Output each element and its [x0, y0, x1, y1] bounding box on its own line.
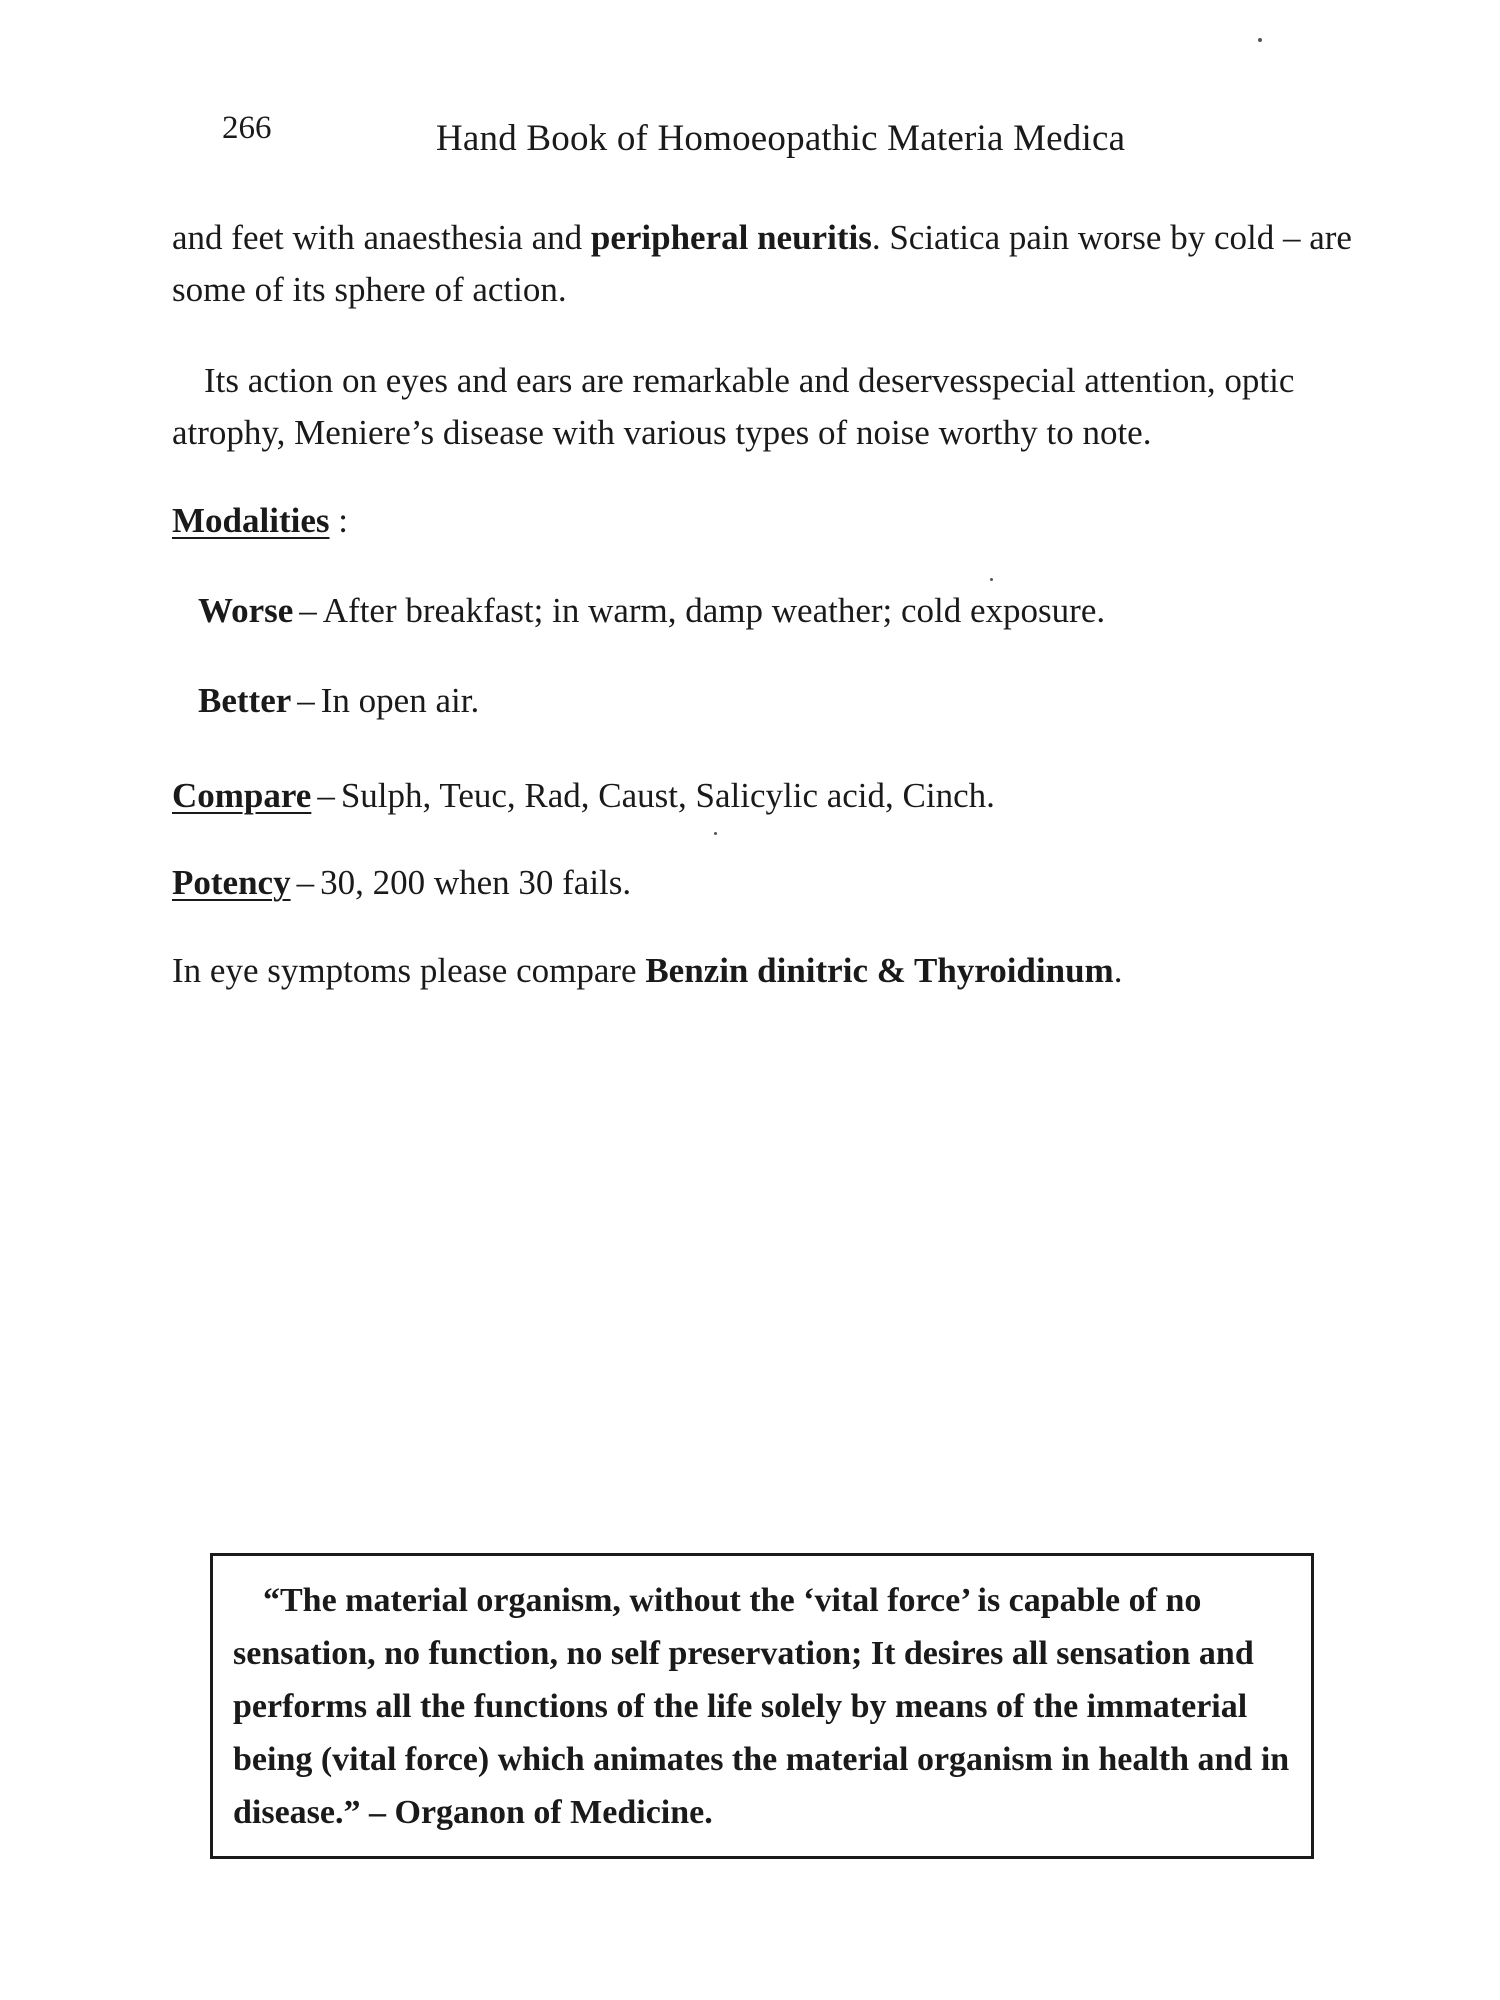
better-dash: –	[297, 681, 315, 720]
compare-line	[172, 770, 995, 822]
eye-note-text: In eye symptoms please compare	[172, 951, 646, 990]
bold-term: peripheral neuritis	[590, 218, 872, 257]
paragraph-text: . Sciatica pain worse by cold – are some of its sphere of action.	[172, 218, 1352, 309]
modalities-heading: Modalities	[172, 501, 330, 540]
scan-speck	[714, 832, 717, 835]
worse-line	[198, 585, 1105, 637]
potency-text: 30, 200 when 30 fails.	[320, 863, 632, 902]
better-label: Better	[198, 681, 292, 720]
better-line	[198, 675, 479, 727]
eye-note-bold: Benzin dinitric & Thyroidinum	[645, 951, 1114, 990]
better-text: In open air.	[320, 681, 480, 720]
potency-dash: –	[296, 863, 315, 902]
modalities-heading-line	[172, 495, 348, 547]
paragraph-text: and feet with anaesthesia and	[172, 218, 591, 257]
worse-text: After breakfast; in warm, damp weather; cold exposure.	[322, 591, 1106, 630]
compare-text: Sulph, Teuc, Rad, Caust, Salicylic acid, Cinch.	[340, 776, 995, 815]
worse-label: Worse	[198, 591, 294, 630]
potency-line	[172, 857, 631, 909]
page-number: 266	[222, 110, 272, 146]
potency-label: Potency	[172, 863, 291, 902]
scan-speck	[1258, 38, 1262, 42]
running-header-title: Hand Book of Homoeopathic Materia Medica	[436, 118, 1126, 159]
paragraph-eyes-ears: Its action on eyes and ears are remarkable and deservesspecial attention, optic atrophy, Meniere’s disease with various types of noise worthy to note.	[172, 361, 1295, 452]
paragraph-neuritis	[172, 212, 1382, 316]
scan-speck	[990, 578, 993, 581]
compare-label: Compare	[172, 776, 312, 815]
quote-box	[210, 1553, 1314, 1859]
compare-dash: –	[317, 776, 335, 815]
eye-note-period: .	[1113, 951, 1123, 990]
modalities-colon: :	[338, 501, 348, 540]
organon-quote: “The material organism, without the ‘vital force’ is capable of no sensation, no function, no self preservation; It desires all sensation and performs all the functions of the life solely by means of the immaterial being (vital force) which animates the material organism in health and in disease.” – Organon of Medicine.	[233, 1582, 1290, 1831]
worse-dash: –	[299, 591, 317, 630]
eye-symptoms-note	[172, 945, 1122, 997]
